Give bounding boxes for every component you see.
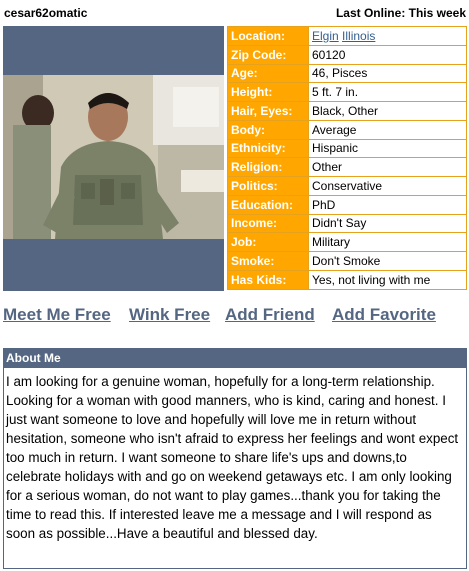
detail-value: Hispanic xyxy=(309,139,467,158)
last-online-status: Last Online: This week xyxy=(335,6,466,20)
detail-label: Zip Code: xyxy=(228,45,309,64)
detail-row-has-kids xyxy=(228,270,467,289)
about-me-heading: About Me xyxy=(3,348,467,368)
detail-label: Income: xyxy=(228,214,309,233)
detail-label: Ethnicity: xyxy=(228,139,309,158)
detail-row-age xyxy=(228,64,467,83)
detail-value: 46, Pisces xyxy=(309,64,467,83)
detail-value: Don't Smoke xyxy=(309,252,467,271)
detail-value: 5 ft. 7 in. xyxy=(309,83,467,102)
detail-row-politics xyxy=(228,177,467,196)
detail-value: Yes, not living with me xyxy=(309,270,467,289)
profile-photo[interactable] xyxy=(3,75,224,239)
detail-row-smoke xyxy=(228,252,467,271)
detail-value: 60120 xyxy=(309,45,467,64)
detail-label: Height: xyxy=(228,83,309,102)
detail-label: Body: xyxy=(228,120,309,139)
detail-row-education xyxy=(228,195,467,214)
detail-label: Hair, Eyes: xyxy=(228,102,309,121)
detail-label: Age: xyxy=(228,64,309,83)
detail-row-location xyxy=(228,27,467,46)
detail-value: Military xyxy=(309,233,467,252)
detail-row-hair-eyes xyxy=(228,102,467,121)
detail-row-job xyxy=(228,233,467,252)
add-favorite-link[interactable]: Add Favorite xyxy=(332,305,436,324)
detail-label: Education: xyxy=(228,195,309,214)
location-state-link[interactable]: Illinois xyxy=(342,28,376,43)
detail-value: Conservative xyxy=(309,177,467,196)
detail-label: Job: xyxy=(228,233,309,252)
username: cesar62omatic xyxy=(4,6,88,20)
detail-value-location xyxy=(309,27,467,46)
detail-label: Politics: xyxy=(228,177,309,196)
detail-value: Black, Other xyxy=(309,102,467,121)
detail-row-income xyxy=(228,214,467,233)
detail-label: Has Kids: xyxy=(228,270,309,289)
profile-details-table xyxy=(227,26,467,290)
detail-row-religion xyxy=(228,158,467,177)
detail-label: Location: xyxy=(228,27,309,46)
detail-label: Religion: xyxy=(228,158,309,177)
detail-label: Smoke: xyxy=(228,252,309,271)
about-me-text: I am looking for a genuine woman, hopefully for a long-term relationship. Looking for a woman with good manners, who is kind, caring and honest. I just want someone to love and hopefully will love me in return without hesitation, someone who isn't afraid to express her feelings and wont expect too much in return. I want someone to share life's ups and downs,to celebrate holidays with and go on weekend getaways etc. I am only looking for a serious woman, do not want to play games...thank you for taking the time to read this. If interested leave me a message and I will respond as soon as possible...Have a beautiful and blessed day. xyxy=(3,368,467,569)
detail-value: Didn't Say xyxy=(309,214,467,233)
detail-value: Average xyxy=(309,120,467,139)
wink-link[interactable]: Wink Free xyxy=(129,305,211,324)
detail-value: Other xyxy=(309,158,467,177)
photo-panel xyxy=(3,26,224,291)
location-city-link[interactable]: Elgin xyxy=(312,28,339,43)
detail-row-zip xyxy=(228,45,467,64)
meet-me-link[interactable]: Meet Me Free xyxy=(3,305,111,324)
detail-row-body xyxy=(228,120,467,139)
profile-actions xyxy=(3,305,467,325)
detail-value: PhD xyxy=(309,195,467,214)
add-friend-link[interactable]: Add Friend xyxy=(225,305,315,324)
profile-header xyxy=(4,6,466,22)
detail-row-height xyxy=(228,83,467,102)
detail-row-ethnicity xyxy=(228,139,467,158)
